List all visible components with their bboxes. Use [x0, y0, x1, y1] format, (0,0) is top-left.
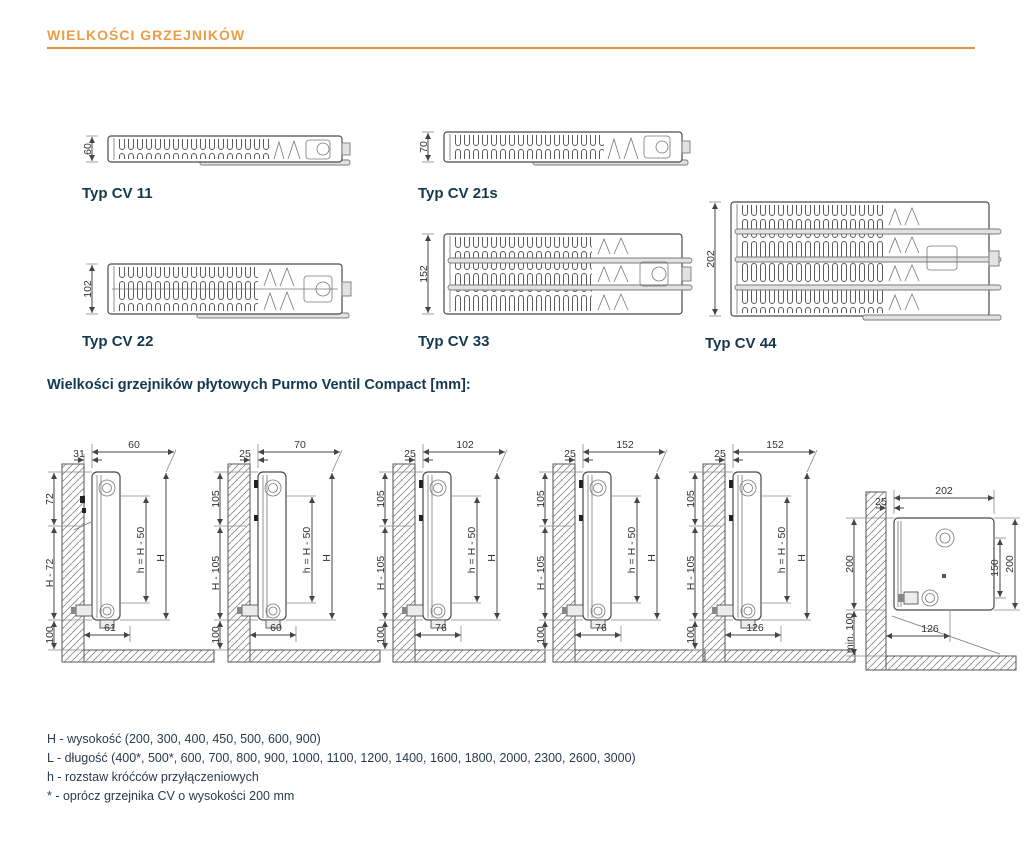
valve — [76, 605, 92, 616]
dim-seg-top: 105 — [685, 490, 697, 508]
dim-inner: h = H - 50 — [776, 526, 788, 574]
legend-line-length: L - długość (400*, 500*, 600, 700, 800, 900, 1000, 1100, 1200, 1400, 1600, 1800, 2000, 2300, 2600, 3000) — [47, 751, 636, 765]
wall-hatch — [393, 464, 415, 662]
dim-seg-top: 72 — [44, 493, 56, 505]
floor-hatch — [725, 650, 855, 662]
section-heading: Wielkości grzejników płytowych Purmo Ventil Compact [mm]: — [47, 377, 471, 393]
dim-outer: H — [486, 554, 498, 562]
legend-line-footnote: * - oprócz grzejnika CV o wysokości 200 mm — [47, 789, 295, 803]
figure-cv21s — [418, 126, 696, 202]
wall-bracket — [254, 515, 258, 521]
title-rule — [47, 47, 975, 49]
fin-pattern — [454, 135, 604, 159]
dim-height-cv21s: 70 — [418, 141, 430, 153]
dim-seg-bottom: 100 — [685, 626, 697, 644]
dim-seg-mid: H - 105 — [535, 555, 547, 591]
dim-depth: 152 — [766, 439, 784, 451]
dim-seg-bottom: 100 — [210, 626, 222, 644]
wall-hatch — [228, 464, 250, 662]
dim-seg-mid: H - 72 — [44, 558, 56, 588]
valve-stub — [237, 607, 242, 614]
wall-bracket — [254, 480, 258, 488]
floor-hatch — [886, 656, 1016, 670]
valve — [717, 605, 733, 616]
floor-hatch — [250, 650, 380, 662]
side-view-drawing-5 — [685, 430, 860, 670]
dim-inner: h = H - 50 — [301, 526, 313, 574]
dim-height-cv22: 102 — [82, 280, 94, 298]
dim-foot: 76 — [435, 622, 447, 634]
side-figure-5 — [685, 430, 860, 675]
side-view-drawing-1 — [44, 430, 219, 670]
valve-stub — [712, 607, 717, 614]
dim-seg-bottom: 100 — [375, 626, 387, 644]
valve — [242, 605, 258, 616]
dim-depth: 202 — [935, 485, 953, 497]
dim-seg-mid: H - 105 — [685, 555, 697, 591]
valve — [407, 605, 423, 616]
dim-inner: h = H - 50 — [626, 526, 638, 574]
dim-gap: 25 — [564, 448, 576, 460]
figure-cv33 — [418, 228, 698, 350]
radiator-top-view-cv33-drawing — [418, 228, 698, 320]
radiator-body — [892, 518, 1000, 654]
label-cv11: Typ CV 11 — [82, 185, 153, 202]
side-view-drawing-2 — [210, 430, 385, 670]
floor-hatch — [84, 650, 214, 662]
label-cv44: Typ CV 44 — [705, 335, 777, 352]
valve-stub — [402, 607, 407, 614]
figure-cv22 — [82, 258, 354, 350]
floor-hatch — [415, 650, 545, 662]
wall-bracket — [419, 480, 423, 488]
dim-foot: 126 — [921, 623, 939, 635]
dim-seg-top: 105 — [535, 490, 547, 508]
dim-depth: 60 — [128, 439, 140, 451]
corner-figure — [842, 478, 1027, 683]
label-cv21s: Typ CV 21s — [418, 185, 498, 202]
wall-bracket — [579, 515, 583, 521]
dim-outer: H — [155, 554, 167, 562]
dim-height-cv11: 60 — [82, 143, 94, 155]
figure-cv11 — [82, 130, 354, 202]
wall-bracket — [729, 515, 733, 521]
wall-bracket — [80, 496, 85, 503]
side-figure-1 — [44, 430, 219, 675]
wall-bracket — [82, 508, 86, 513]
wall-hatch — [866, 492, 886, 670]
valve — [904, 592, 918, 604]
dim-depth: 70 — [294, 439, 306, 451]
dim-right-outer: 200 — [1004, 555, 1016, 573]
legend-line-connections: h - rozstaw króćców przyłączeniowych — [47, 770, 259, 784]
label-cv22: Typ CV 22 — [82, 333, 154, 350]
dim-outer: H — [646, 554, 658, 562]
dim-depth: 102 — [456, 439, 474, 451]
dim-gap: 25 — [239, 448, 251, 460]
dim-left-bottom: min. 100 — [844, 612, 856, 654]
side-figure-3 — [375, 430, 550, 675]
side-view-drawing-4 — [535, 430, 710, 670]
dim-seg-top: 105 — [210, 490, 222, 508]
dim-depth: 152 — [616, 439, 634, 451]
dim-seg-mid: H - 105 — [375, 555, 387, 591]
dim-gap: 25 — [714, 448, 726, 460]
corner-view-drawing — [842, 478, 1027, 678]
dim-height-cv33: 152 — [418, 265, 430, 283]
legend-line-height: H - wysokość (200, 300, 400, 450, 500, 600, 900) — [47, 732, 321, 746]
dim-seg-mid: H - 105 — [210, 555, 222, 591]
dim-right-inner: 150 — [989, 559, 1001, 577]
dim-gap: 31 — [73, 448, 85, 460]
page-title: WIELKOŚCI GRZEJNIKÓW — [47, 27, 246, 43]
wall-bracket — [419, 515, 423, 521]
dim-outer: H — [321, 554, 333, 562]
dim-gap: 25 — [404, 448, 416, 460]
dim-foot: 60 — [270, 622, 282, 634]
dim-outer: H — [796, 554, 808, 562]
dim-foot: 76 — [595, 622, 607, 634]
wall-bracket — [729, 480, 733, 488]
wall-bracket — [579, 480, 583, 488]
side-figure-2 — [210, 430, 385, 675]
figure-cv44 — [705, 196, 1007, 352]
dim-inner: h = H - 50 — [466, 526, 478, 574]
dim-seg-bottom: 100 — [535, 626, 547, 644]
dim-seg-bottom: 100 — [44, 626, 56, 644]
radiator-top-view-cv21s-drawing — [418, 126, 696, 172]
drain-dot — [942, 574, 946, 578]
dim-seg-top: 105 — [375, 490, 387, 508]
side-figure-4 — [535, 430, 710, 675]
dim-gap: 25 — [875, 496, 887, 508]
label-cv33: Typ CV 33 — [418, 333, 490, 350]
dim-height-cv44: 202 — [705, 250, 717, 268]
valve-stub — [898, 594, 904, 602]
legend — [47, 730, 636, 806]
dim-foot: 126 — [746, 622, 764, 634]
wall-hatch — [703, 464, 725, 662]
fin-pattern — [118, 139, 270, 159]
radiator-top-view-cv44-drawing — [705, 196, 1007, 322]
wall-hatch — [553, 464, 575, 662]
side-view-drawing-3 — [375, 430, 550, 670]
valve-stub — [71, 607, 76, 614]
valve — [567, 605, 583, 616]
dim-left-top: 200 — [844, 555, 856, 573]
wall-hatch — [62, 464, 84, 662]
radiator-top-view-cv22-drawing — [82, 258, 354, 320]
valve-stub — [562, 607, 567, 614]
dim-foot: 61 — [104, 622, 116, 634]
dim-inner: h = H - 50 — [135, 526, 147, 574]
radiator-top-view-cv11-drawing — [82, 130, 354, 172]
fin-pattern — [454, 237, 592, 311]
